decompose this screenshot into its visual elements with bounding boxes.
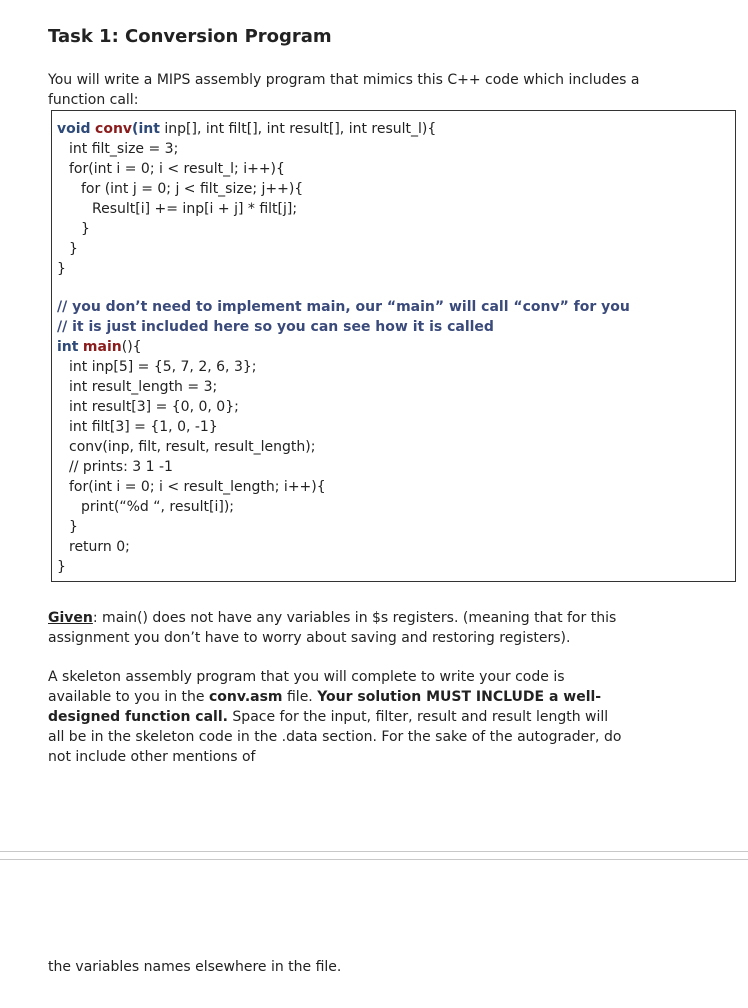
code-line-signature xyxy=(57,119,436,139)
requirement-bold: Your solution MUST INCLUDE a well-designed function call. xyxy=(48,689,602,725)
page-divider xyxy=(0,851,748,852)
code-line: } xyxy=(69,519,78,535)
code-line: } xyxy=(57,559,66,575)
code-line: int inp[5] = {5, 7, 2, 6, 3}; xyxy=(69,359,257,375)
code-line: for(int i = 0; i < result_l; i++){ xyxy=(69,161,285,177)
code-comment: // you don’t need to implement main, our “main” will call “conv” for you xyxy=(57,299,630,315)
keyword-void: void xyxy=(57,121,91,137)
code-line: for (int j = 0; j < filt_size; j++){ xyxy=(81,181,304,197)
page-title: Task 1: Conversion Program xyxy=(48,26,332,47)
code-line: return 0; xyxy=(69,539,130,555)
code-line: int result[3] = {0, 0, 0}; xyxy=(69,399,239,415)
given-label: Given xyxy=(48,610,93,626)
code-line: } xyxy=(69,241,78,257)
page-divider xyxy=(0,859,748,860)
code-line-main xyxy=(57,337,142,357)
skeleton-paragraph xyxy=(48,667,628,767)
given-text: : main() does not have any variables in $s registers. (meaning that for this assignment you don’t have to worry about saving and restoring registers). xyxy=(48,610,617,646)
keyword-int: int xyxy=(57,339,79,355)
skeleton-text: A skeleton assembly program that you will complete to write your code is available to you in the xyxy=(48,669,565,705)
paren: ( xyxy=(132,121,139,137)
code-line: int filt[3] = {1, 0, -1} xyxy=(69,419,218,435)
signature-params: inp[], int filt[], int result[], int result_l){ xyxy=(159,121,437,137)
code-line: print(“%d “, result[i]); xyxy=(81,499,235,515)
code-line: // prints: 3 1 -1 xyxy=(69,459,173,475)
function-name-conv: conv xyxy=(95,121,133,137)
function-name-main: main xyxy=(82,339,122,355)
code-block xyxy=(51,110,736,582)
code-line: for(int i = 0; i < result_length; i++){ xyxy=(69,479,326,495)
keyword-int: int xyxy=(138,121,160,137)
code-line: } xyxy=(57,261,66,277)
code-line: int filt_size = 3; xyxy=(69,141,179,157)
continuation-text: the variables names elsewhere in the file. xyxy=(48,959,342,975)
given-paragraph xyxy=(48,608,668,648)
file-name: conv.asm xyxy=(208,689,283,705)
main-paren: (){ xyxy=(121,339,142,355)
code-line: conv(inp, filt, result, result_length); xyxy=(69,439,316,455)
intro-paragraph: You will write a MIPS assembly program that mimics this C++ code which includes a function call: xyxy=(48,72,640,108)
code-line: Result[i] += inp[i + j] * filt[j]; xyxy=(92,201,298,217)
skeleton-text: Space for the input, filter, result and result length will all be in the skeleton code in the .data section. For the sake of the autograder, do not include other mentions of xyxy=(48,709,622,765)
code-line: } xyxy=(81,221,90,237)
code-comment: // it is just included here so you can see how it is called xyxy=(57,319,494,335)
skeleton-text: file. xyxy=(282,689,318,705)
code-line: int result_length = 3; xyxy=(69,379,218,395)
